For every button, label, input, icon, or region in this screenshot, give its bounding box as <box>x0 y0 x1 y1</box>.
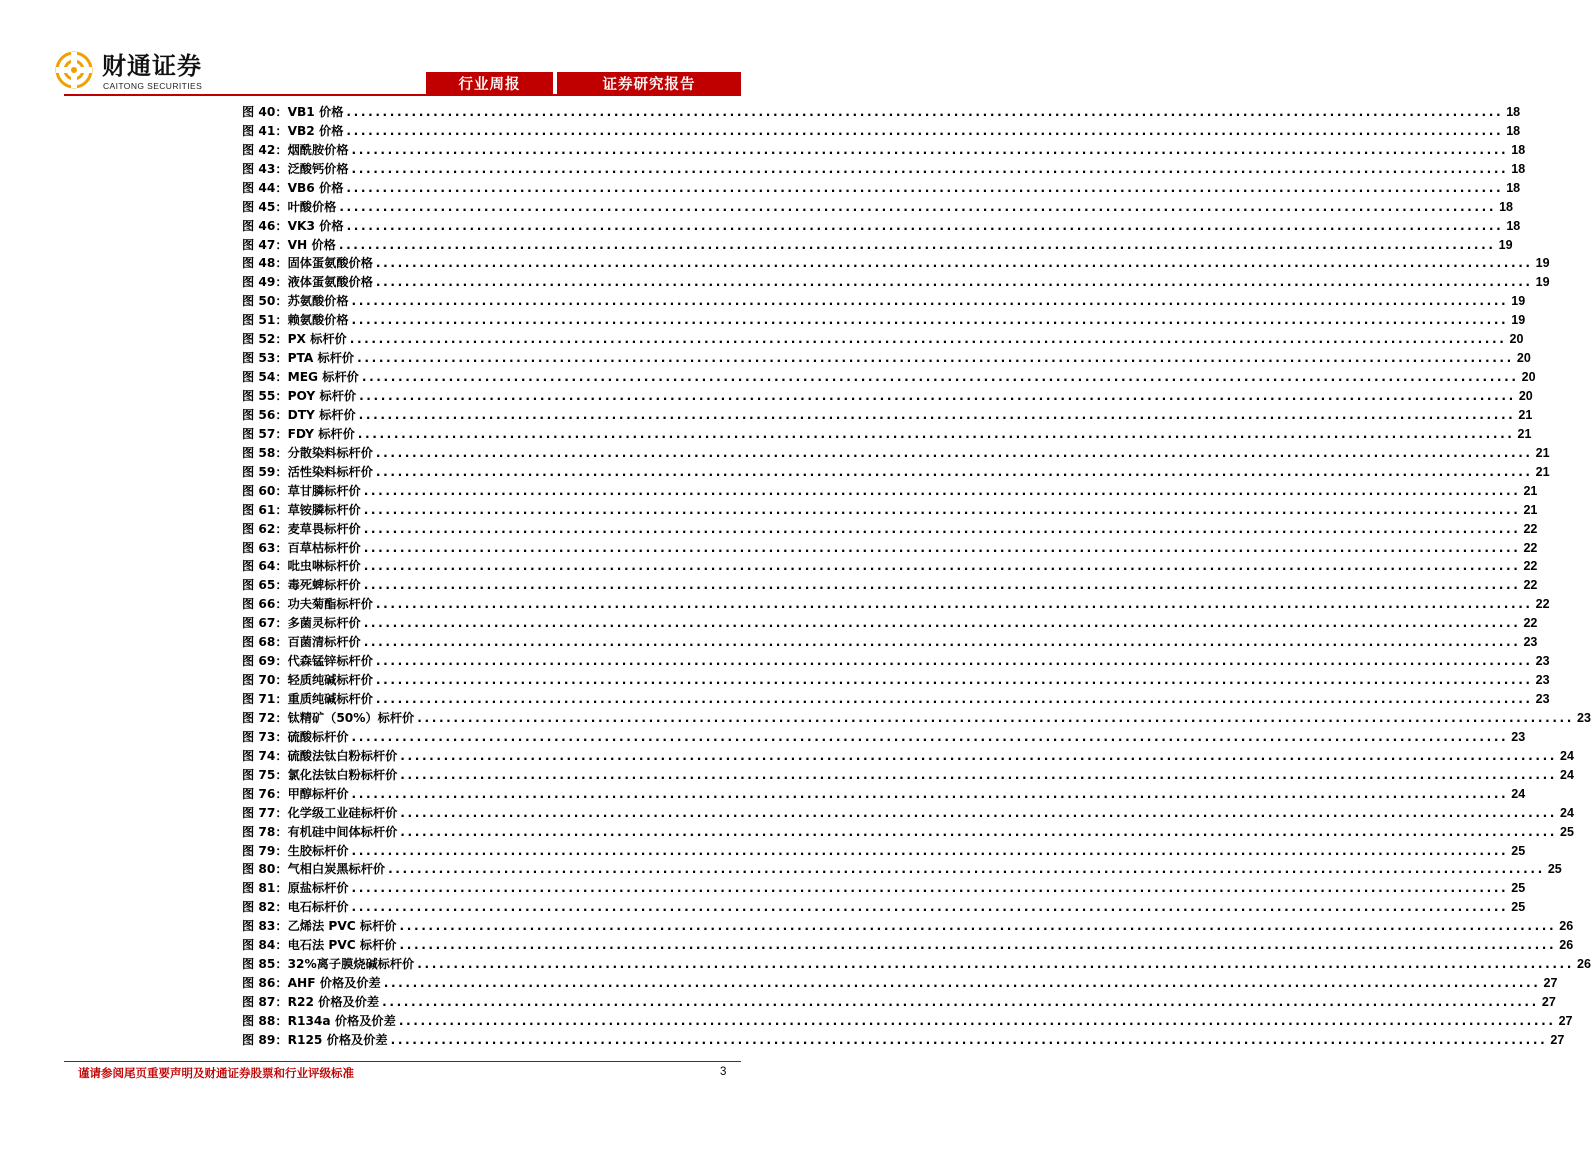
toc-page-number: 18 <box>1511 142 1526 157</box>
toc-figure-label: 图 69： <box>242 654 288 669</box>
toc-figure-title: VB6 价格 <box>287 180 344 195</box>
toc-page-number: 19 <box>1535 275 1550 290</box>
toc-figure-title: 氯化法钛白粉标杆价 <box>287 767 398 782</box>
toc-figure-label: 图 80： <box>242 862 288 877</box>
toc-page-number: 22 <box>1523 540 1538 555</box>
toc-dot-leader: ................................................................................................................................................................ <box>351 843 1509 858</box>
report-type-header <box>426 72 741 94</box>
toc-figure-label: 图 79： <box>242 843 288 858</box>
toc-figure-label: 图 41： <box>242 123 288 138</box>
toc-figure-label: 图 76： <box>242 786 288 801</box>
toc-page-number: 20 <box>1518 389 1533 403</box>
toc-figure-title: PTA 标杆价 <box>287 351 355 366</box>
toc-entry[interactable] <box>242 688 1550 707</box>
toc-figure-title: 硫酸标杆价 <box>287 729 349 744</box>
toc-page-number: 23 <box>1535 673 1550 688</box>
toc-page-number: 22 <box>1523 578 1538 593</box>
toc-figure-title: 多菌灵标杆价 <box>287 616 361 631</box>
logo-chinese-name: 财通证券 <box>102 52 202 80</box>
toc-figure-label: 图 89： <box>242 1032 288 1047</box>
toc-entry[interactable] <box>242 480 1538 499</box>
toc-entry[interactable] <box>242 859 1562 878</box>
toc-dot-leader: ................................................................................................................................................................ <box>349 332 1507 347</box>
toc-figure-label: 图 43： <box>242 161 288 176</box>
toc-dot-leader: ................................................................................................................................................................ <box>359 389 1516 403</box>
toc-page-number: 21 <box>1523 483 1538 498</box>
toc-dot-leader: ................................................................................................................................................................ <box>351 142 1509 157</box>
toc-figure-title: 吡虫啉标杆价 <box>287 559 361 574</box>
toc-entry[interactable] <box>242 328 1524 347</box>
toc-figure-title: 毒死蜱标杆价 <box>287 578 361 593</box>
toc-entry[interactable] <box>242 385 1533 404</box>
toc-entry[interactable] <box>242 896 1526 915</box>
toc-dot-leader: ................................................................................................................................................................ <box>351 161 1509 176</box>
toc-figure-label: 图 75： <box>242 767 288 782</box>
toc-figure-title: 乙烯法 PVC 标杆价 <box>287 919 397 934</box>
toc-entry[interactable] <box>242 253 1550 272</box>
toc-page-number: 19 <box>1511 313 1526 328</box>
toc-dot-leader: ................................................................................................................................................................ <box>351 881 1509 896</box>
toc-page-number: 19 <box>1498 237 1513 252</box>
toc-dot-leader: ................................................................................................................................................................ <box>375 275 1533 290</box>
toc-entry[interactable] <box>242 783 1526 802</box>
toc-dot-leader: ................................................................................................................................................................ <box>351 729 1509 744</box>
toc-figure-title: 生胶标杆价 <box>287 843 349 858</box>
toc-figure-label: 图 88： <box>242 1013 288 1028</box>
toc-page-number: 20 <box>1516 351 1531 366</box>
toc-entry[interactable] <box>242 877 1526 896</box>
toc-entry[interactable] <box>242 423 1532 442</box>
toc-page-number: 25 <box>1511 843 1526 858</box>
toc-figure-label: 图 68： <box>242 635 288 650</box>
toc-dot-leader: ................................................................................................................................................................ <box>346 218 1504 233</box>
toc-figure-title: R125 价格及价差 <box>287 1032 388 1047</box>
toc-entry[interactable] <box>242 707 1591 726</box>
toc-figure-title: 功夫菊酯标杆价 <box>287 597 373 612</box>
toc-page-number: 25 <box>1511 881 1526 896</box>
toc-page-number: 27 <box>1543 976 1558 991</box>
toc-dot-leader: ................................................................................................................................................................ <box>339 199 1497 214</box>
toc-entry[interactable] <box>242 309 1526 328</box>
toc-figure-title: 电石法 PVC 标杆价 <box>287 938 397 953</box>
toc-page-number: 26 <box>1577 957 1591 972</box>
toc-entry[interactable] <box>242 442 1550 461</box>
toc-figure-title: 轻质纯碱标杆价 <box>287 673 373 688</box>
toc-dot-leader: ................................................................................................................................................................ <box>363 502 1521 517</box>
toc-dot-leader: ................................................................................................................................................................ <box>417 957 1575 972</box>
toc-entry[interactable] <box>242 934 1574 953</box>
toc-dot-leader: ................................................................................................................................................................ <box>388 862 1545 877</box>
toc-dot-leader: ................................................................................................................................................................ <box>375 692 1533 706</box>
toc-page-number: 24 <box>1560 748 1574 763</box>
toc-figure-label: 图 86： <box>242 976 288 991</box>
toc-figure-label: 图 56： <box>242 407 288 422</box>
toc-figure-title: DTY 标杆价 <box>287 407 356 422</box>
toc-dot-leader: ................................................................................................................................................................ <box>375 597 1533 612</box>
toc-figure-title: 分散染料标杆价 <box>287 445 373 460</box>
toc-page-number: 22 <box>1535 597 1550 612</box>
toc-dot-leader: ................................................................................................................................................................ <box>399 938 1557 953</box>
page-number: 3 <box>720 1066 727 1078</box>
toc-figure-label: 图 40： <box>242 104 288 119</box>
toc-entry[interactable] <box>242 196 1514 215</box>
toc-figure-label: 图 72： <box>242 710 288 725</box>
footer-disclaimer: 谨请参阅尾页重要声明及财通证券股票和行业评级标准 <box>78 1066 354 1080</box>
toc-entry[interactable] <box>242 991 1556 1010</box>
toc-figure-title: R22 价格及价差 <box>287 995 380 1009</box>
toc-dot-leader: ................................................................................................................................................................ <box>363 483 1521 498</box>
toc-figure-title: PX 标杆价 <box>287 332 347 347</box>
toc-page-number: 20 <box>1509 332 1524 347</box>
toc-page-number: 27 <box>1550 1032 1565 1047</box>
toc-entry[interactable] <box>242 593 1550 612</box>
toc-figure-title: 重质纯碱标杆价 <box>287 692 373 706</box>
toc-figure-label: 图 65： <box>242 578 288 593</box>
toc-figure-title: 气相白炭黑标杆价 <box>287 862 386 877</box>
toc-page-number: 23 <box>1535 692 1550 706</box>
toc-figure-title: 苏氨酸价格 <box>287 294 349 309</box>
toc-entry[interactable] <box>242 612 1538 631</box>
toc-figure-label: 图 46： <box>242 218 288 233</box>
logo-english-name: CAITONG SECURITIES <box>103 81 203 91</box>
toc-figure-label: 图 51： <box>242 313 288 328</box>
toc-page-number: 24 <box>1560 805 1574 820</box>
toc-dot-leader: ................................................................................................................................................................ <box>399 919 1557 934</box>
footer-divider <box>64 1061 741 1062</box>
toc-figure-title: 泛酸钙价格 <box>287 161 349 176</box>
toc-entry[interactable] <box>242 215 1521 234</box>
toc-figure-title: VK3 价格 <box>287 218 344 233</box>
toc-entry[interactable] <box>242 669 1550 688</box>
toc-figure-title: 液体蛋氨酸价格 <box>287 275 373 290</box>
toc-dot-leader: ................................................................................................................................................................ <box>375 256 1533 271</box>
toc-figure-title: MEG 标杆价 <box>287 370 359 385</box>
toc-figure-label: 图 87： <box>242 995 288 1009</box>
toc-page-number: 21 <box>1535 464 1550 479</box>
toc-figure-title: 草甘膦标杆价 <box>287 483 361 498</box>
toc-entry[interactable] <box>242 290 1526 309</box>
toc-figure-title: AHF 价格及价差 <box>287 976 381 991</box>
toc-entry[interactable] <box>242 271 1550 290</box>
toc-entry[interactable] <box>242 802 1574 821</box>
toc-dot-leader: ................................................................................................................................................................ <box>346 104 1504 119</box>
toc-figure-label: 图 64： <box>242 559 288 574</box>
toc-dot-leader: ................................................................................................................................................................ <box>390 1032 1548 1047</box>
toc-page-number: 25 <box>1560 824 1574 839</box>
toc-entry[interactable] <box>242 139 1526 158</box>
toc-page-number: 22 <box>1523 616 1538 631</box>
toc-dot-leader: ................................................................................................................................................................ <box>417 710 1575 725</box>
toc-dot-leader: ................................................................................................................................................................ <box>357 351 1514 366</box>
toc-dot-leader: ................................................................................................................................................................ <box>382 995 1539 1009</box>
toc-figure-title: R134a 价格及价差 <box>287 1013 396 1028</box>
toc-dot-leader: ................................................................................................................................................................ <box>363 559 1521 574</box>
toc-figure-label: 图 81： <box>242 881 288 896</box>
toc-dot-leader: ................................................................................................................................................................ <box>363 521 1521 536</box>
toc-figure-label: 图 59： <box>242 464 288 479</box>
toc-entry[interactable] <box>242 404 1533 423</box>
toc-dot-leader: ................................................................................................................................................................ <box>351 786 1509 801</box>
company-logo <box>52 50 242 98</box>
toc-figure-title: FDY 标杆价 <box>287 426 355 441</box>
toc-dot-leader: ................................................................................................................................................................ <box>346 180 1504 195</box>
toc-page-number: 21 <box>1535 445 1550 460</box>
toc-figure-label: 图 55： <box>242 389 288 403</box>
toc-page-number: 21 <box>1523 502 1538 517</box>
toc-figure-label: 图 73： <box>242 729 288 744</box>
toc-entry[interactable] <box>242 745 1574 764</box>
toc-entry[interactable] <box>242 234 1513 253</box>
toc-figure-title: 烟酰胺价格 <box>287 142 349 157</box>
toc-figure-label: 图 48： <box>242 256 288 271</box>
toc-entry[interactable] <box>242 840 1526 859</box>
toc-dot-leader: ................................................................................................................................................................ <box>351 313 1509 328</box>
toc-page-number: 18 <box>1506 180 1521 195</box>
toc-figure-title: 32%离子膜烧碱标杆价 <box>287 957 415 972</box>
toc-figure-label: 图 61： <box>242 502 288 517</box>
toc-figure-label: 图 67： <box>242 616 288 631</box>
toc-figure-label: 图 57： <box>242 426 288 441</box>
toc-page-number: 19 <box>1511 294 1526 309</box>
toc-figure-title: 百菌清标杆价 <box>287 635 361 650</box>
toc-page-number: 27 <box>1541 995 1556 1009</box>
toc-dot-leader: ................................................................................................................................................................ <box>363 616 1521 631</box>
toc-dot-leader: ................................................................................................................................................................ <box>357 426 1515 441</box>
toc-figure-label: 图 85： <box>242 957 288 972</box>
toc-dot-leader: ................................................................................................................................................................ <box>400 748 1558 763</box>
toc-page-number: 23 <box>1535 654 1550 669</box>
toc-figure-label: 图 82： <box>242 900 288 915</box>
toc-entry[interactable] <box>242 650 1550 669</box>
toc-figure-label: 图 62： <box>242 521 288 536</box>
toc-dot-leader: ................................................................................................................................................................ <box>400 767 1558 782</box>
toc-page-number: 24 <box>1560 767 1574 782</box>
toc-figure-title: 原盐标杆价 <box>287 881 349 896</box>
toc-figure-label: 图 63： <box>242 540 288 555</box>
toc-page-number: 23 <box>1511 729 1526 744</box>
toc-entry[interactable] <box>242 821 1574 840</box>
toc-page-number: 19 <box>1535 256 1550 271</box>
toc-dot-leader: ................................................................................................................................................................ <box>363 578 1521 593</box>
toc-figure-label: 图 70： <box>242 673 288 688</box>
toc-page-number: 18 <box>1506 104 1521 119</box>
toc-page-number: 21 <box>1518 407 1533 422</box>
toc-entry[interactable] <box>242 537 1538 556</box>
toc-page-number: 25 <box>1511 900 1526 915</box>
toc-entry[interactable] <box>242 556 1538 575</box>
toc-dot-leader: ................................................................................................................................................................ <box>351 900 1509 915</box>
toc-page-number: 22 <box>1523 559 1538 574</box>
toc-figure-title: 甲醇标杆价 <box>287 786 349 801</box>
toc-entry[interactable] <box>242 953 1591 972</box>
toc-page-number: 23 <box>1577 710 1591 725</box>
toc-dot-leader: ................................................................................................................................................................ <box>363 540 1521 555</box>
toc-dot-leader: ................................................................................................................................................................ <box>398 1013 1556 1028</box>
toc-entry[interactable] <box>242 1010 1573 1029</box>
toc-figure-title: 赖氨酸价格 <box>287 313 349 328</box>
toc-entry[interactable] <box>242 631 1538 650</box>
toc-figure-label: 图 83： <box>242 919 288 934</box>
toc-figure-title: VB2 价格 <box>287 123 344 138</box>
toc-entry[interactable] <box>242 499 1538 518</box>
toc-page-number: 20 <box>1521 370 1536 385</box>
toc-entry[interactable] <box>242 972 1558 991</box>
toc-entry[interactable] <box>242 158 1526 177</box>
toc-page-number: 24 <box>1511 786 1526 801</box>
toc-entry[interactable] <box>242 726 1526 745</box>
securities-research-tab: 证券研究报告 <box>557 72 741 94</box>
toc-entry[interactable] <box>242 120 1521 139</box>
toc-figure-title: 代森锰锌标杆价 <box>287 654 373 669</box>
toc-entry[interactable] <box>242 574 1538 593</box>
toc-dot-leader: ................................................................................................................................................................ <box>383 976 1541 991</box>
toc-page-number: 26 <box>1559 938 1574 953</box>
toc-figure-label: 图 78： <box>242 824 288 839</box>
toc-figure-label: 图 60： <box>242 483 288 498</box>
toc-dot-leader: ................................................................................................................................................................ <box>338 237 1496 252</box>
toc-figure-label: 图 53： <box>242 351 288 366</box>
industry-weekly-tab: 行业周报 <box>426 72 553 94</box>
toc-figure-label: 图 42： <box>242 142 288 157</box>
toc-figure-label: 图 47： <box>242 237 288 252</box>
toc-entry[interactable] <box>242 347 1531 366</box>
toc-figure-label: 图 49： <box>242 275 288 290</box>
toc-entry[interactable] <box>242 764 1574 783</box>
toc-dot-leader: ................................................................................................................................................................ <box>346 123 1504 138</box>
toc-entry[interactable] <box>242 518 1538 537</box>
toc-dot-leader: ................................................................................................................................................................ <box>375 673 1533 688</box>
toc-entry[interactable] <box>242 461 1550 480</box>
toc-figure-title: 叶酸价格 <box>287 199 337 214</box>
toc-dot-leader: ................................................................................................................................................................ <box>363 635 1521 650</box>
toc-page-number: 18 <box>1506 123 1521 138</box>
toc-dot-leader: ................................................................................................................................................................ <box>358 407 1516 422</box>
figure-index <box>242 101 1591 1048</box>
caitong-logo-icon <box>52 50 96 90</box>
toc-page-number: 18 <box>1499 199 1514 214</box>
toc-figure-label: 图 74： <box>242 748 288 763</box>
toc-page-number: 25 <box>1547 862 1562 877</box>
toc-entry[interactable] <box>242 1029 1565 1048</box>
toc-figure-label: 图 45： <box>242 199 288 214</box>
toc-figure-label: 图 52： <box>242 332 288 347</box>
toc-dot-leader: ................................................................................................................................................................ <box>375 445 1533 460</box>
toc-figure-title: 活性染料标杆价 <box>287 464 373 479</box>
toc-page-number: 27 <box>1558 1013 1573 1028</box>
toc-page-number: 18 <box>1511 161 1526 176</box>
toc-dot-leader: ................................................................................................................................................................ <box>375 654 1533 669</box>
toc-figure-label: 图 44： <box>242 180 288 195</box>
toc-entry[interactable] <box>242 101 1521 120</box>
toc-page-number: 22 <box>1523 521 1538 536</box>
toc-figure-title: 化学级工业硅标杆价 <box>287 805 398 820</box>
header-divider <box>64 94 741 96</box>
toc-figure-label: 图 54： <box>242 370 288 385</box>
toc-entry[interactable] <box>242 915 1574 934</box>
toc-figure-label: 图 66： <box>242 597 288 612</box>
toc-figure-title: 电石标杆价 <box>287 900 349 915</box>
toc-dot-leader: ................................................................................................................................................................ <box>361 370 1519 385</box>
toc-figure-label: 图 71： <box>242 692 288 706</box>
toc-figure-label: 图 77： <box>242 805 288 820</box>
toc-figure-label: 图 50： <box>242 294 288 309</box>
toc-page-number: 18 <box>1506 218 1521 233</box>
toc-entry[interactable] <box>242 366 1536 385</box>
toc-dot-leader: ................................................................................................................................................................ <box>375 464 1533 479</box>
toc-dot-leader: ................................................................................................................................................................ <box>400 805 1558 820</box>
toc-figure-title: 硫酸法钛白粉标杆价 <box>287 748 398 763</box>
toc-figure-label: 图 58： <box>242 445 288 460</box>
toc-figure-label: 图 84： <box>242 938 288 953</box>
toc-dot-leader: ................................................................................................................................................................ <box>351 294 1509 309</box>
toc-figure-title: 草铵膦标杆价 <box>287 502 361 517</box>
toc-page-number: 23 <box>1523 635 1538 650</box>
toc-figure-title: 固体蛋氨酸价格 <box>287 256 373 271</box>
toc-page-number: 26 <box>1559 919 1574 934</box>
toc-figure-title: POY 标杆价 <box>287 389 357 403</box>
toc-figure-title: VB1 价格 <box>287 104 344 119</box>
toc-figure-title: 钛精矿（50%）标杆价 <box>287 710 415 725</box>
toc-entry[interactable] <box>242 177 1521 196</box>
toc-dot-leader: ................................................................................................................................................................ <box>400 824 1558 839</box>
toc-figure-title: 有机硅中间体标杆价 <box>287 824 398 839</box>
toc-figure-title: 麦草畏标杆价 <box>287 521 361 536</box>
toc-page-number: 21 <box>1517 426 1532 441</box>
toc-figure-title: 百草枯标杆价 <box>287 540 361 555</box>
toc-figure-title: VH 价格 <box>287 237 336 252</box>
